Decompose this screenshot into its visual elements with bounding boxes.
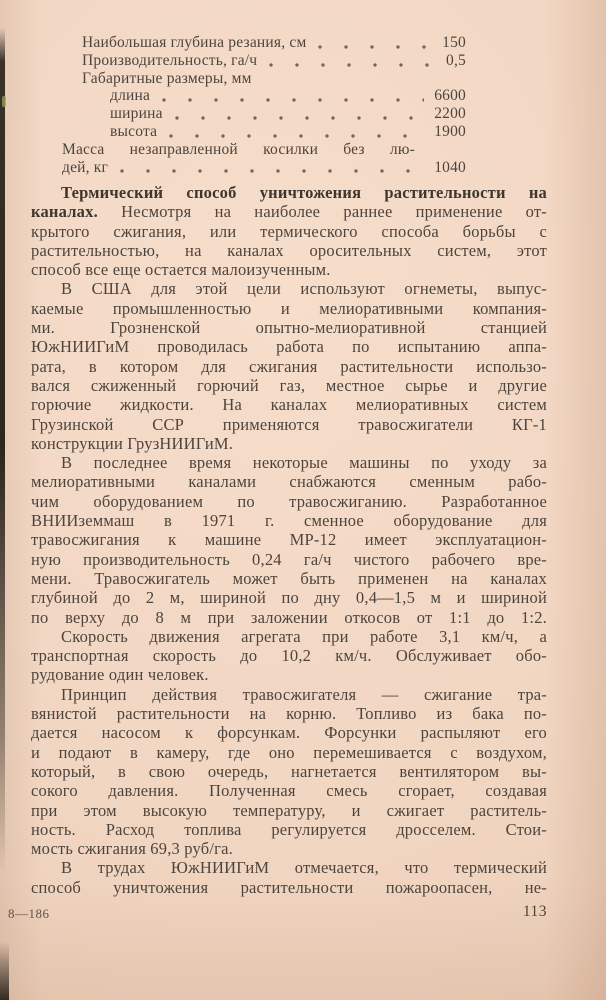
text-line: [31, 569, 547, 588]
spec-value: 150: [442, 34, 466, 51]
text-segment: мость сжигания 69,3 руб/га.: [31, 839, 233, 859]
spec-value: 0,5: [446, 51, 466, 69]
spec-row: [31, 123, 466, 141]
text-segment: каемые промышленностью и мелиоративными компания-: [31, 298, 547, 318]
text-line: [31, 665, 547, 684]
spec-label: дей, кг: [62, 158, 109, 176]
spec-row: [31, 34, 466, 52]
page-number: 113: [522, 903, 547, 920]
bold-run-in-heading: Термический способ уничтожения растительности на: [61, 183, 547, 202]
bold-run-in-heading: каналах.: [31, 202, 98, 222]
spec-value: 1040: [434, 158, 466, 176]
spec-row: [31, 141, 415, 159]
text-line: [31, 434, 547, 453]
text-segment: и подают в камеру, где оно перемешивается с воздухом,: [31, 742, 547, 762]
dot-leader: [120, 159, 424, 177]
spec-label: Масса незаправленной косилки без лю-: [62, 140, 415, 158]
text-segment: вался сжиженный горючий газ, местное сырье и другие: [31, 375, 547, 395]
text-line: [31, 260, 547, 279]
text-line: [31, 453, 547, 472]
text-line: [31, 608, 547, 627]
text-segment: ми. Грозненской опытно-мелиоративной станцией: [31, 318, 547, 338]
text-segment: рата, в котором для сжигания растительности использо-: [31, 356, 547, 376]
text-line: [31, 357, 547, 376]
text-segment: В США для этой цели используют огнеметы, выпус-: [61, 279, 547, 299]
text-segment: Несмотря на наиболее раннее применение от-: [97, 202, 547, 222]
spec-row: [31, 52, 466, 70]
paragraph: [31, 685, 547, 859]
text-segment: который, в свою очередь, нагнетается вентилятором вы-: [31, 761, 547, 781]
text-segment: Грузинской ССР применяются травосжигатели КГ-1: [31, 414, 547, 434]
text-segment: ность. Расход топлива регулируется дросселем. Стои-: [31, 819, 547, 839]
text-line: [31, 241, 547, 260]
text-line: [31, 743, 547, 762]
text-line: [31, 646, 547, 665]
text-line: [31, 318, 547, 337]
spec-row: [31, 70, 466, 88]
text-segment: Принцип действия травосжигателя — сжигание тра-: [61, 684, 547, 704]
spec-label: ширина: [110, 105, 163, 123]
dot-leader: [269, 52, 436, 70]
text-segment: крытого сжигания, или термического способа борьбы с: [31, 221, 547, 241]
dot-leader: [169, 123, 424, 141]
spec-table: [31, 34, 466, 176]
text-segment: мелиоративными каналами снабжаются сменным рабо-: [31, 472, 547, 492]
dot-leader: [162, 87, 424, 105]
text-segment: В трудах ЮжНИИГиМ отмечается, что термический: [61, 858, 547, 878]
text-segment: Скорость движения агрегата при работе 3,1 км/ч, а: [61, 626, 547, 646]
text-line: [31, 299, 547, 318]
text-segment: В последнее время некоторые машины по уходу за: [61, 453, 547, 473]
text-line: [31, 550, 547, 569]
paragraph: [31, 858, 547, 897]
text-segment: вянистой растительности на корню. Топливо из бака по-: [31, 704, 547, 724]
text-segment: конструкции ГрузНИИГиМ.: [31, 433, 234, 453]
text-line: [31, 511, 547, 530]
signature-mark: 8—186: [8, 906, 50, 921]
spec-row: [31, 159, 466, 177]
spec-label: длина: [110, 87, 151, 105]
text-segment: сокого давления. Полученная смесь сгорает, создавая: [31, 781, 547, 801]
text-line: [31, 202, 547, 221]
spec-value: 6600: [434, 87, 466, 105]
paper-speck: [2, 96, 6, 107]
text-segment: глубиной до 2 м, шириной по дну 0,4—1,5 м и шириной: [31, 588, 547, 608]
text-line: [31, 472, 547, 491]
spec-row: [31, 87, 466, 105]
text-line: [31, 781, 547, 800]
dot-leader: [318, 34, 432, 52]
text-segment: ВНИИземмаш в 1971 г. сменное оборудование для: [31, 511, 547, 531]
spec-label: Габаритные размеры, мм: [82, 69, 252, 87]
text-line: [31, 627, 547, 646]
paragraph: [31, 627, 547, 685]
text-line: [31, 376, 547, 395]
text-line: [31, 337, 547, 356]
text-segment: травосжигания к машине МР-12 имеет эксплуатацион-: [31, 530, 547, 550]
spec-value: 1900: [434, 122, 466, 140]
text-segment: растительностью, на каналах оросительных систем, этот: [31, 240, 547, 260]
paragraph: [31, 453, 547, 627]
text-line: [31, 530, 547, 549]
spec-row: [31, 105, 466, 123]
text-segment: мени. Травосжигатель может быть применен на каналах: [31, 568, 547, 588]
text-line: [31, 492, 547, 511]
text-line: [31, 820, 547, 839]
text-segment: способ уничтожения растительности пожароопасен, не-: [31, 877, 547, 897]
dot-leader: [175, 105, 425, 123]
text-segment: транспортная скорость до 10,2 км/ч. Обслуживает обо-: [31, 646, 547, 666]
text-line: [31, 801, 547, 820]
text-line: [31, 839, 547, 858]
text-segment: способ все еще остается малоизученным.: [31, 260, 331, 280]
text-line: [31, 279, 547, 298]
text-segment: при этом высокую температуру, и сжигает раститель-: [31, 800, 547, 820]
text-segment: дается насосом к форсункам. Форсунки распыляют его: [31, 723, 547, 743]
text-line: [31, 588, 547, 607]
text-line: [31, 723, 547, 742]
text-line: [31, 762, 547, 781]
text-segment: рудование один человек.: [31, 665, 209, 685]
spec-label: Производительность, га/ч: [82, 51, 258, 69]
text-segment: по верху до 8 м при заложении откосов от 1:1 до 1:2.: [31, 607, 547, 627]
text-line: [31, 415, 547, 434]
paragraph: [31, 279, 547, 453]
text-segment: ную производительность 0,24 га/ч чистого рабочего вре-: [31, 549, 547, 569]
spec-label: Наибольшая глубина резания, см: [82, 34, 307, 51]
paragraph: [31, 183, 547, 279]
binding-shadow-edge: [0, 28, 5, 873]
body-text: [31, 183, 547, 897]
text-segment: горючие жидкости. На каналах мелиоративных систем: [31, 395, 547, 415]
text-line: [31, 878, 547, 897]
text-line: [31, 183, 547, 202]
text-line: [31, 704, 547, 723]
spec-label: высота: [110, 122, 158, 140]
text-line: [31, 858, 547, 877]
text-segment: чим оборудованием по травосжиганию. Разработанное: [31, 491, 547, 511]
text-line: [31, 685, 547, 704]
text-line: [31, 222, 547, 241]
corner-shadow: [0, 942, 9, 1000]
spec-value: 2200: [434, 105, 466, 123]
text-segment: ЮжНИИГиМ проводилась работа по испытанию аппа-: [31, 337, 547, 357]
text-line: [31, 395, 547, 414]
